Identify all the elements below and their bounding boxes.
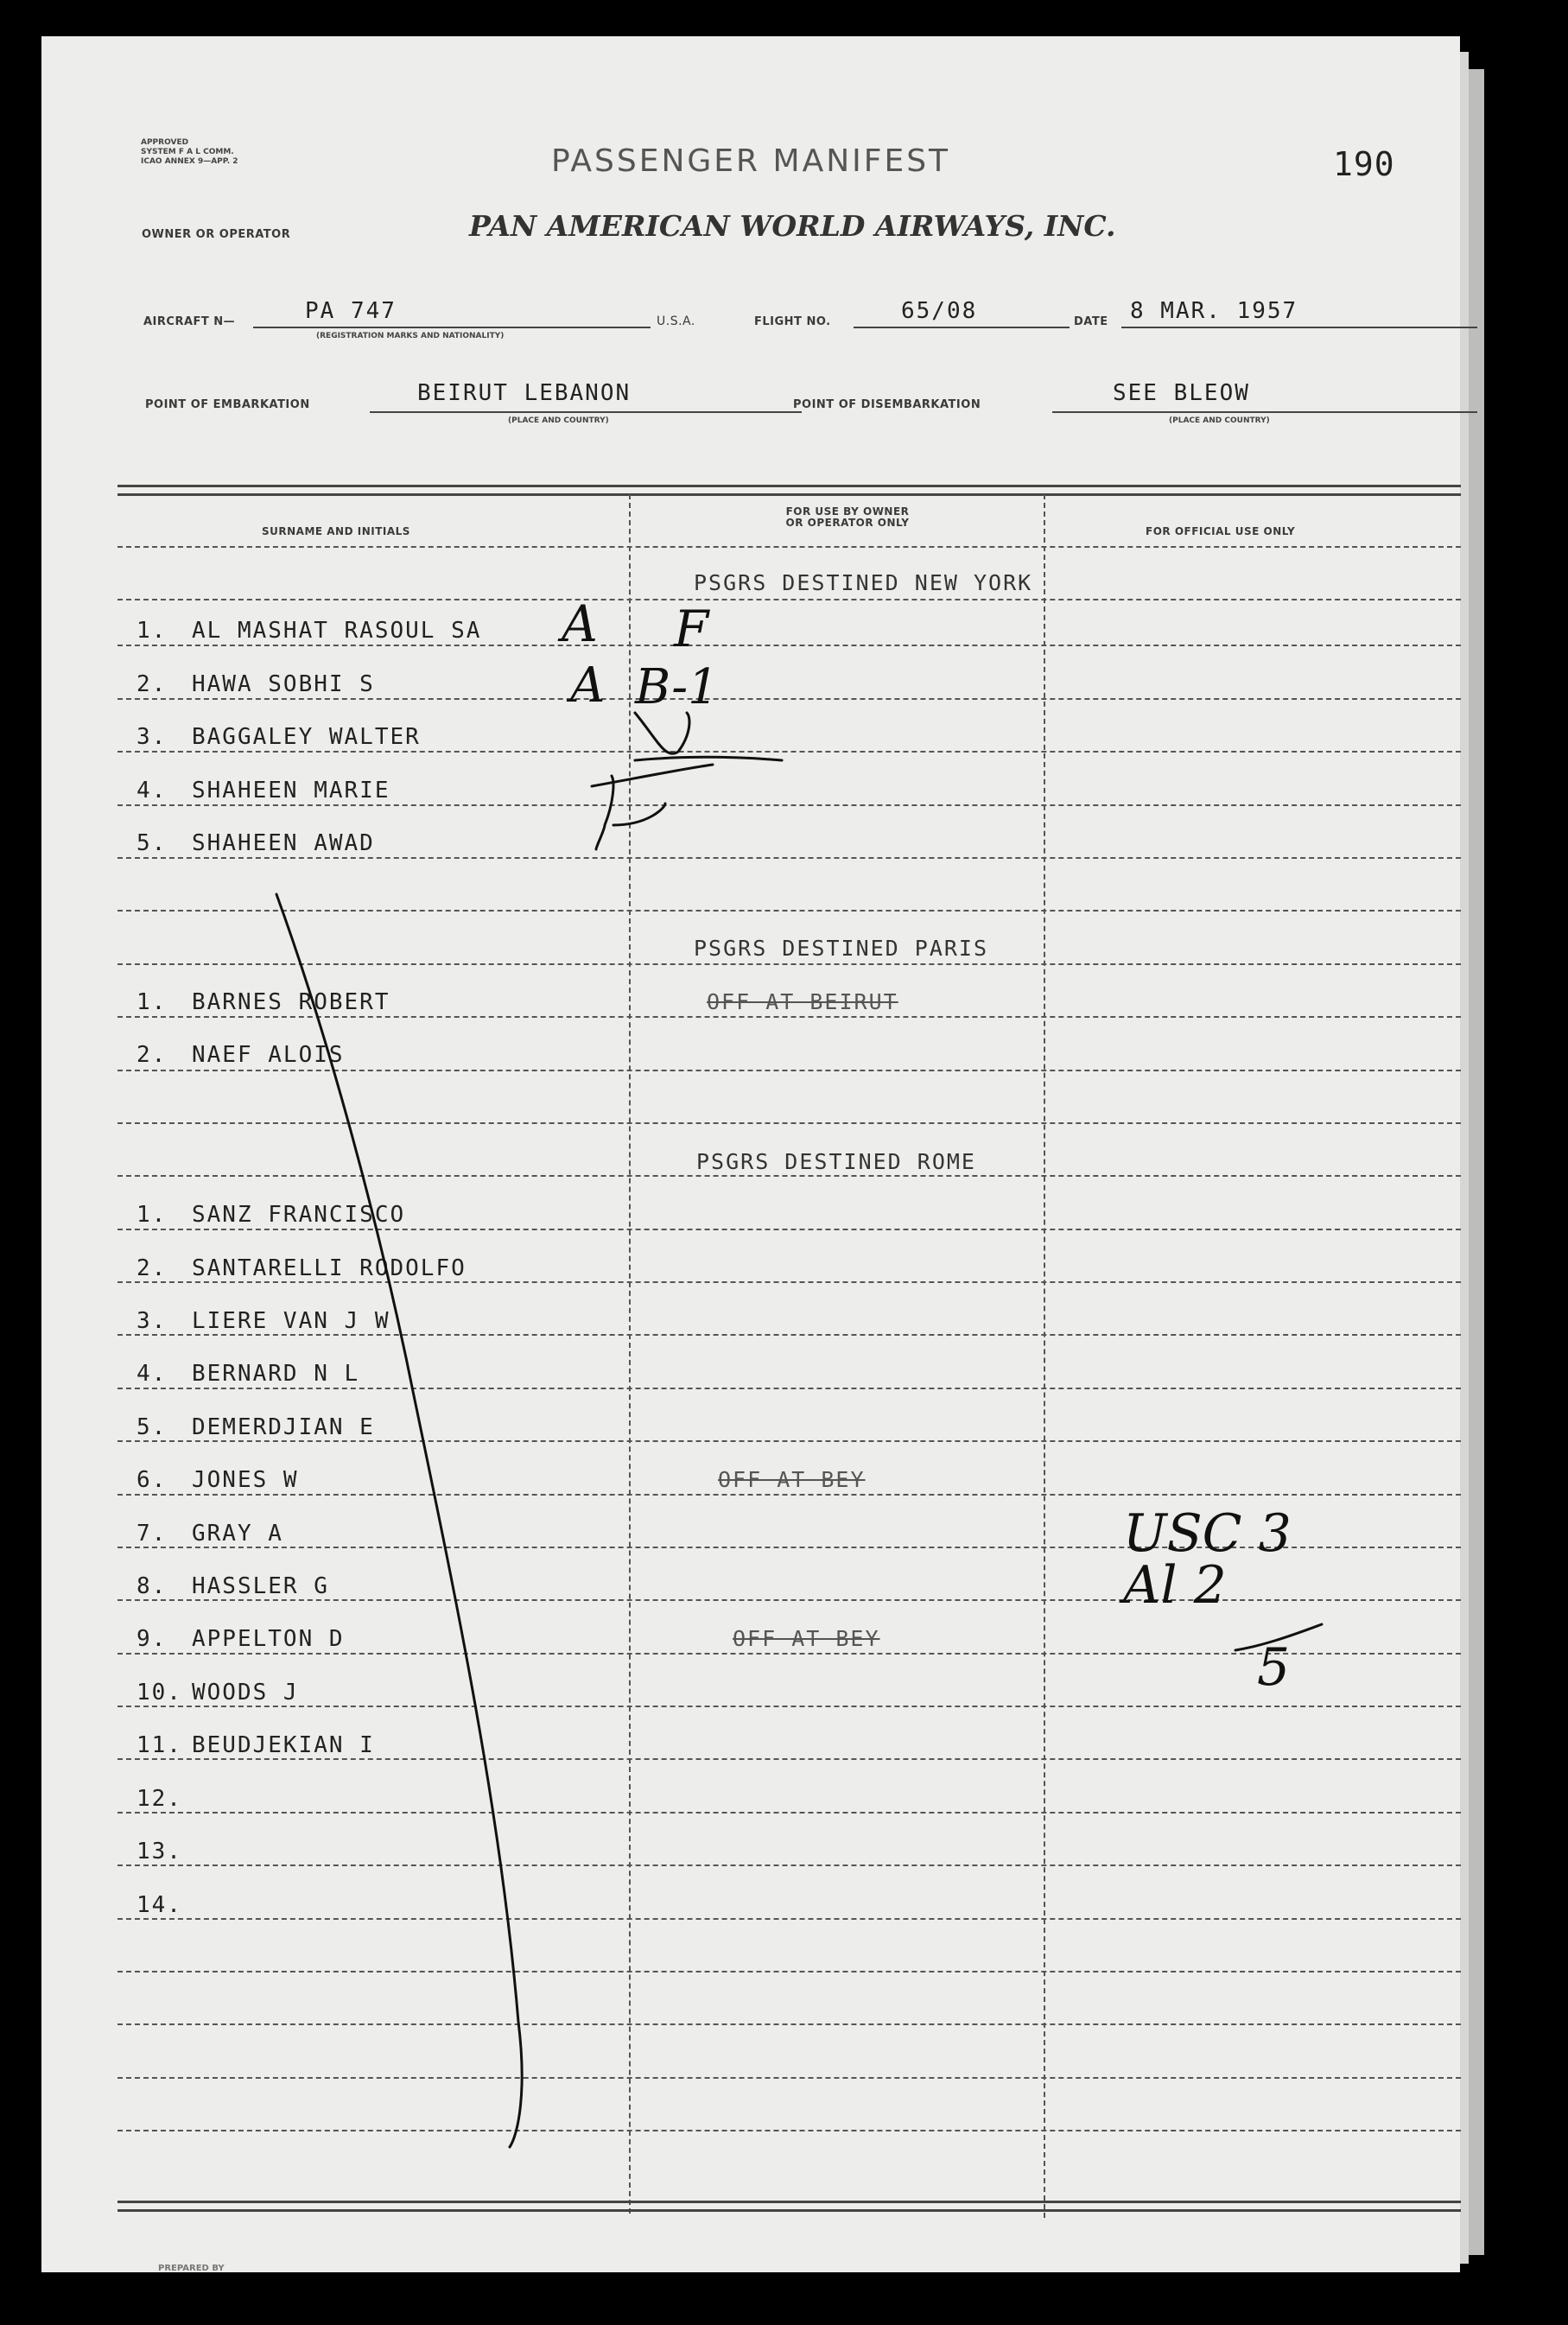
group-heading-new-york: PSGRS DESTINED NEW YORK <box>694 570 1033 595</box>
col-owner-use: FOR USE BY OWNER OR OPERATOR ONLY <box>785 505 910 529</box>
passenger-number: 7. <box>136 1521 168 1547</box>
approval-line: SYSTEM F A L COMM. <box>141 148 234 156</box>
passenger-number: 2. <box>136 671 168 697</box>
disembark-label: POINT OF DISEMBARKATION <box>793 398 981 411</box>
passenger-name: SANTARELLI RODOLFO <box>192 1255 467 1281</box>
passenger-number: 10. <box>136 1680 182 1706</box>
handwritten-mark: F <box>674 600 709 658</box>
passenger-name: SHAHEEN MARIE <box>192 778 390 804</box>
approval-line: APPROVED <box>141 138 189 147</box>
checkmark-stroke <box>613 804 665 825</box>
passenger-number: 2. <box>136 1255 168 1281</box>
passenger-note: OFF AT BEY <box>733 1626 880 1651</box>
checkmark-stroke <box>596 776 613 849</box>
group-heading-rome: PSGRS DESTINED ROME <box>696 1149 976 1174</box>
passenger-name: BEUDJEKIAN I <box>192 1732 375 1758</box>
passenger-number: 2. <box>136 1042 168 1068</box>
passenger-name: GRAY A <box>192 1521 283 1547</box>
embark-label: POINT OF EMBARKATION <box>145 398 310 411</box>
aircraft-caption: (REGISTRATION MARKS AND NATIONALITY) <box>316 332 505 340</box>
handwritten-mark: B-1 <box>635 659 719 715</box>
col-official-use: FOR OFFICIAL USE ONLY <box>1146 525 1296 537</box>
passenger-number: 8. <box>136 1573 168 1599</box>
passenger-number: 1. <box>136 618 168 644</box>
passenger-name: WOODS J <box>192 1680 299 1706</box>
nationality-label: U.S.A. <box>657 314 695 328</box>
passenger-name: AL MASHAT RASOUL SA <box>192 618 482 644</box>
handwritten-tally: 5 <box>1257 1637 1291 1698</box>
aircraft-label: AIRCRAFT N— <box>143 315 236 328</box>
passenger-number: 1. <box>136 1202 168 1228</box>
passenger-number: 5. <box>136 830 168 856</box>
passenger-name: SANZ FRANCISCO <box>192 1202 406 1228</box>
passenger-number: 14. <box>136 1892 182 1918</box>
passenger-number: 9. <box>136 1626 168 1652</box>
handwritten-mark: A <box>570 657 606 714</box>
aircraft-value: PA 747 <box>305 298 397 324</box>
flight-label: FLIGHT NO. <box>754 315 831 328</box>
owner-name: PAN AMERICAN WORLD AIRWAYS, INC. <box>469 209 1116 243</box>
passenger-name: LIERE VAN J W <box>192 1308 390 1334</box>
passenger-name: DEMERDJIAN E <box>192 1414 375 1440</box>
handwritten-mark: A <box>562 594 598 653</box>
passenger-name: BERNARD N L <box>192 1361 360 1387</box>
passenger-name: HAWA SOBHI S <box>192 671 375 697</box>
passenger-number: 4. <box>136 1361 168 1387</box>
prepared-by: PREPARED BY <box>158 2264 225 2273</box>
flight-date: 8 MAR. 1957 <box>1130 298 1298 324</box>
passenger-name: APPELTON D <box>192 1626 345 1652</box>
passenger-name: SHAHEEN AWAD <box>192 830 375 856</box>
date-label: DATE <box>1074 315 1108 328</box>
passenger-number: 4. <box>136 778 168 804</box>
handwritten-tally: USC 3 <box>1123 1503 1292 1564</box>
passenger-number: 5. <box>136 1414 168 1440</box>
disembark-caption: (PLACE AND COUNTRY) <box>1169 416 1270 425</box>
passenger-number: 3. <box>136 1308 168 1334</box>
col-surname: SURNAME AND INITIALS <box>262 525 410 537</box>
handwritten-tally: Al 2 <box>1123 1555 1227 1616</box>
disembark-value: SEE BLEOW <box>1113 380 1250 406</box>
passenger-name: JONES W <box>192 1467 299 1493</box>
approval-line: ICAO ANNEX 9—APP. 2 <box>141 157 238 166</box>
passenger-number: 12. <box>136 1786 182 1812</box>
passenger-number: 1. <box>136 989 168 1015</box>
group-heading-paris: PSGRS DESTINED PARIS <box>694 936 989 961</box>
checkmark-stroke <box>635 713 689 753</box>
passenger-number: 6. <box>136 1467 168 1493</box>
passenger-name: BAGGALEY WALTER <box>192 724 421 750</box>
checkmark-stroke <box>592 765 713 786</box>
passenger-number: 11. <box>136 1732 182 1758</box>
passenger-number: 13. <box>136 1839 182 1864</box>
passenger-note: OFF AT BEIRUT <box>707 989 898 1014</box>
checkmark-stroke <box>635 757 782 760</box>
pen-line <box>276 894 522 2147</box>
embark-caption: (PLACE AND COUNTRY) <box>508 416 609 425</box>
passenger-number: 3. <box>136 724 168 750</box>
embark-value: BEIRUT LEBANON <box>417 380 632 406</box>
page-title: PASSENGER MANIFEST <box>551 143 951 179</box>
passenger-name: BARNES ROBERT <box>192 989 390 1015</box>
owner-label: OWNER OR OPERATOR <box>142 228 291 241</box>
page-number: 190 <box>1333 145 1395 183</box>
flight-number: 65/08 <box>901 298 978 324</box>
passenger-note: OFF AT BEY <box>718 1467 866 1492</box>
passenger-name: HASSLER G <box>192 1573 329 1599</box>
passenger-name: NAEF ALOIS <box>192 1042 345 1068</box>
